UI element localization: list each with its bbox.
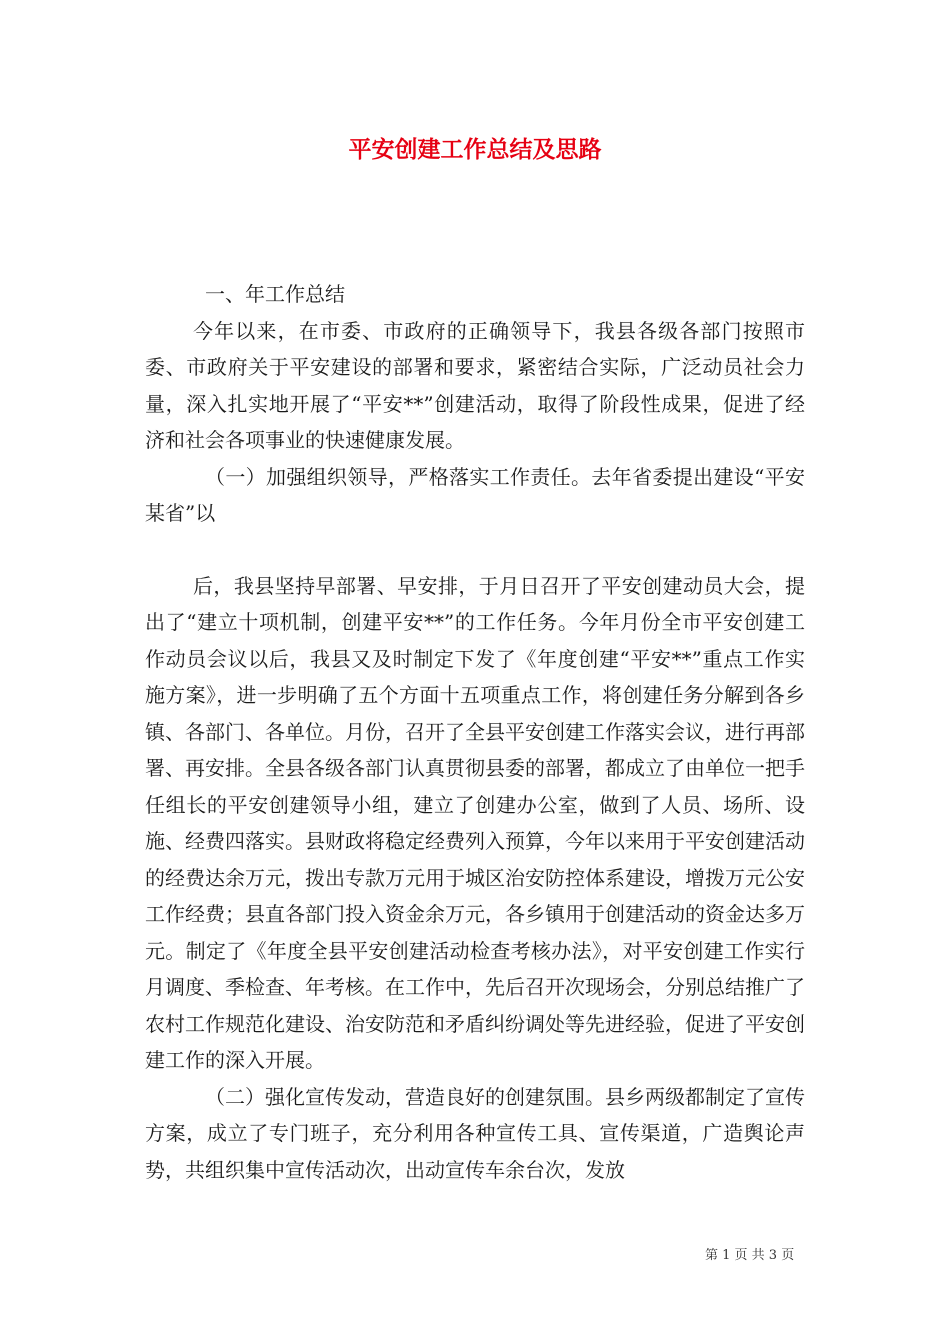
- section-heading: 一、年工作总结: [205, 282, 345, 306]
- paragraph: 今年以来，在市委、市政府的正确领导下，我县各级各部门按照市委、市政府关于平安建设的部署和要求，紧密结合实际，广泛动员社会力量，深入扎实地开展了“平安**”创建活动，取得了阶段性成果，促进了经济和社会各项事业的快速健康发展。: [145, 318, 805, 452]
- paragraph: （一）加强组织领导，严格落实工作责任。去年省委提出建设“平安某省”以: [145, 464, 805, 525]
- document-body: [145, 276, 805, 1188]
- page-number-footer: 第 1 页 共 3 页: [705, 1248, 795, 1263]
- paragraph: 后，我县坚持早部署、早安排，于月日召开了平安创建动员大会，提出了“建立十项机制，创建平安**”的工作任务。今年月份全市平安创建工作动员会议以后，我县又及时制定下发了《年度创建“平安**”重点工作实施方案》，进一步明确了五个方面十五项重点工作，将创建任务分解到各乡镇、各部门、各单位。月份，召开了全县平安创建工作落实会议，进行再部署、再安排。全县各级各部门认真贯彻县委的部署，都成立了由单位一把手任组长的平安创建领导小组，建立了创建办公室，做到了人员、场所、设施、经费四落实。县财政将稳定经费列入预算，今年以来用于平安创建活动的经费达余万元，拨出专款万元用于城区治安防控体系建设，增拨万元公安工作经费；县直各部门投入资金余万元，各乡镇用于创建活动的资金达多万元。制定了《年度全县平安创建活动检查考核办法》，对平安创建工作实行月调度、季检查、年考核。在工作中，先后召开次现场会，分别总结推广了农村工作规范化建设、治安防范和矛盾纠纷调处等先进经验，促进了平安创建工作的深入开展。: [145, 573, 805, 1072]
- document-title: 平安创建工作总结及思路: [348, 136, 602, 163]
- paragraph: （二）强化宣传发动，营造良好的创建氛围。县乡两级都制定了宣传方案，成立了专门班子，充分利用各种宣传工具、宣传渠道，广造舆论声势，共组织集中宣传活动次，出动宣传车余台次，发放: [145, 1084, 805, 1182]
